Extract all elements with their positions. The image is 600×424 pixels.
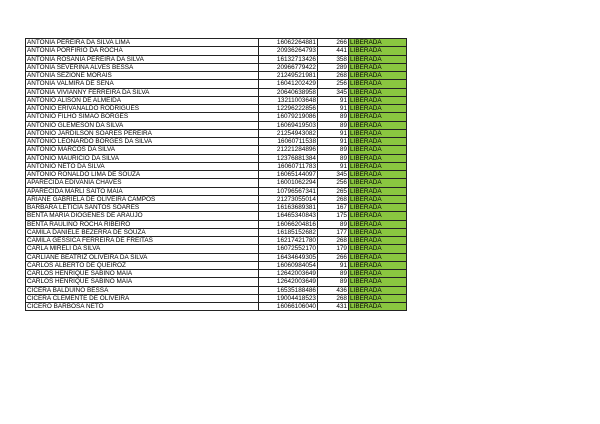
number-cell: 436 xyxy=(318,286,349,294)
id-cell: 21273055014 xyxy=(259,195,318,203)
table-row xyxy=(26,212,407,220)
id-cell: 13211003648 xyxy=(259,96,318,104)
id-cell: 16072552170 xyxy=(259,245,318,253)
name-cell: CICERA CLEMENTE DE OLIVEIRA xyxy=(26,294,259,302)
name-cell: CAMILA DANIELE BEZERRA DE SOUZA xyxy=(26,228,259,236)
id-cell: 16185152682 xyxy=(259,228,318,236)
status-cell: LIBERADA xyxy=(349,146,407,154)
status-cell: LIBERADA xyxy=(349,72,407,80)
table-row xyxy=(26,286,407,294)
table-row xyxy=(26,88,407,96)
id-cell: 21221284896 xyxy=(259,146,318,154)
id-cell: 12376881384 xyxy=(259,154,318,162)
table-row xyxy=(26,187,407,195)
number-cell: 89 xyxy=(318,121,349,129)
table-row xyxy=(26,245,407,253)
status-cell: LIBERADA xyxy=(349,286,407,294)
status-cell: LIBERADA xyxy=(349,294,407,302)
table-row xyxy=(26,113,407,121)
number-cell: 89 xyxy=(318,220,349,228)
name-cell: APARECIDA MARLI SAITO MAIA xyxy=(26,187,259,195)
table-row xyxy=(26,261,407,269)
id-cell: 16465340843 xyxy=(259,212,318,220)
table-row xyxy=(26,55,407,63)
id-cell: 16041202429 xyxy=(259,80,318,88)
table-row xyxy=(26,228,407,236)
number-cell: 289 xyxy=(318,63,349,71)
name-cell: ANTONIA PEREIRA DA SILVA LIMA xyxy=(26,39,259,47)
number-cell: 91 xyxy=(318,138,349,146)
table-row xyxy=(26,220,407,228)
id-cell: 21254943082 xyxy=(259,129,318,137)
number-cell: 268 xyxy=(318,72,349,80)
number-cell: 89 xyxy=(318,270,349,278)
number-cell: 345 xyxy=(318,88,349,96)
name-cell: CAMILA GESSICA FERREIRA DE FREITAS xyxy=(26,237,259,245)
id-cell: 16066106040 xyxy=(259,303,318,311)
name-cell: ANTONIA SEZIONE MORAIS xyxy=(26,72,259,80)
status-cell: LIBERADA xyxy=(349,80,407,88)
name-cell: ANTONIO FILHO SIMAO BORGES xyxy=(26,113,259,121)
status-cell: LIBERADA xyxy=(349,171,407,179)
number-cell: 177 xyxy=(318,228,349,236)
name-cell: CARLIANE BEATRIZ OLIVEIRA DA SILVA xyxy=(26,253,259,261)
table-row xyxy=(26,171,407,179)
id-cell: 16060711538 xyxy=(259,138,318,146)
table-row xyxy=(26,278,407,286)
number-cell: 179 xyxy=(318,245,349,253)
status-cell: LIBERADA xyxy=(349,253,407,261)
id-cell: 16060711783 xyxy=(259,162,318,170)
number-cell: 167 xyxy=(318,204,349,212)
table-row xyxy=(26,96,407,104)
status-cell: LIBERADA xyxy=(349,278,407,286)
id-cell: 16079219086 xyxy=(259,113,318,121)
status-cell: LIBERADA xyxy=(349,187,407,195)
number-cell: 266 xyxy=(318,39,349,47)
table-row xyxy=(26,146,407,154)
name-cell: ANTONIA VALMIRA DE SENA xyxy=(26,80,259,88)
number-cell: 91 xyxy=(318,261,349,269)
name-cell: ANTONIO ALISON DE ALMEIDA xyxy=(26,96,259,104)
name-cell: BENTA MARIA DIOGENES DE ARAUJO xyxy=(26,212,259,220)
status-cell: LIBERADA xyxy=(349,220,407,228)
table-row xyxy=(26,303,407,311)
name-cell: CICERO BARBOSA NETO xyxy=(26,303,259,311)
name-cell: CARLOS ALBERTO DE QUEIROZ xyxy=(26,261,259,269)
name-cell: ANTONIO LEONARDO BORGES DA SILVA xyxy=(26,138,259,146)
table-row xyxy=(26,129,407,137)
name-cell: ANTONIO GLEMESON DA SILVA xyxy=(26,121,259,129)
table-row xyxy=(26,121,407,129)
number-cell: 265 xyxy=(318,187,349,195)
status-cell: LIBERADA xyxy=(349,204,407,212)
number-cell: 358 xyxy=(318,55,349,63)
status-cell: LIBERADA xyxy=(349,179,407,187)
table-row xyxy=(26,179,407,187)
number-cell: 91 xyxy=(318,129,349,137)
number-cell: 256 xyxy=(318,179,349,187)
status-cell: LIBERADA xyxy=(349,55,407,63)
name-cell: BARBARA LETICIA SANTOS SOARES xyxy=(26,204,259,212)
id-cell: 20936264793 xyxy=(259,47,318,55)
status-cell: LIBERADA xyxy=(349,105,407,113)
status-cell: LIBERADA xyxy=(349,121,407,129)
number-cell: 431 xyxy=(318,303,349,311)
id-cell: 16535188486 xyxy=(259,286,318,294)
number-cell: 268 xyxy=(318,237,349,245)
name-cell: ANTONIA SEVERINA ALVES BESSA xyxy=(26,63,259,71)
number-cell: 268 xyxy=(318,195,349,203)
number-cell: 266 xyxy=(318,253,349,261)
number-cell: 91 xyxy=(318,105,349,113)
number-cell: 89 xyxy=(318,113,349,121)
id-cell: 16062264881 xyxy=(259,39,318,47)
name-cell: CARLOS HENRIQUE SABINO MAIA xyxy=(26,270,259,278)
id-cell: 12642003649 xyxy=(259,270,318,278)
table-row xyxy=(26,39,407,47)
name-cell: ANTONIO MARCOS DA SILVA xyxy=(26,146,259,154)
id-cell: 16069419503 xyxy=(259,121,318,129)
table-row xyxy=(26,47,407,55)
number-cell: 268 xyxy=(318,294,349,302)
name-cell: ANTONIO NETO DA SILVA xyxy=(26,162,259,170)
table-row xyxy=(26,294,407,302)
status-cell: LIBERADA xyxy=(349,39,407,47)
id-cell: 10796567341 xyxy=(259,187,318,195)
status-cell: LIBERADA xyxy=(349,270,407,278)
name-cell: ANTONIO JARDILSON SOARES PEREIRA xyxy=(26,129,259,137)
number-cell: 91 xyxy=(318,96,349,104)
number-cell: 89 xyxy=(318,154,349,162)
table-row xyxy=(26,154,407,162)
status-cell: LIBERADA xyxy=(349,113,407,121)
status-cell: LIBERADA xyxy=(349,228,407,236)
status-cell: LIBERADA xyxy=(349,96,407,104)
name-cell: CICERA BALDUINO BESSA xyxy=(26,286,259,294)
name-cell: ANTONIO ERIVANALDO RODRIGUES xyxy=(26,105,259,113)
table-row xyxy=(26,237,407,245)
status-cell: LIBERADA xyxy=(349,154,407,162)
name-cell: ANTONIO MAURICIO DA SILVA xyxy=(26,154,259,162)
name-cell: ANTONIO RONALDO LIMA DE SOUZA xyxy=(26,171,259,179)
name-cell: ARIANE GABRIELA DE OLIVEIRA CAMPOS xyxy=(26,195,259,203)
name-cell: CARLA MIRELI DA SILVA xyxy=(26,245,259,253)
number-cell: 345 xyxy=(318,171,349,179)
number-cell: 256 xyxy=(318,80,349,88)
id-cell: 16434649305 xyxy=(259,253,318,261)
name-cell: APARECIDA EDIVANIA CHAVES xyxy=(26,179,259,187)
status-cell: LIBERADA xyxy=(349,303,407,311)
table-row xyxy=(26,138,407,146)
name-cell: ANTONIA PORFIRIO DA ROCHA xyxy=(26,47,259,55)
status-cell: LIBERADA xyxy=(349,261,407,269)
table-row xyxy=(26,195,407,203)
table-body xyxy=(26,39,407,311)
name-cell: ANTONIA VIVIANNY FERREIRA DA SILVA xyxy=(26,88,259,96)
table-row xyxy=(26,162,407,170)
status-cell: LIBERADA xyxy=(349,88,407,96)
number-cell: 89 xyxy=(318,146,349,154)
id-cell: 16001062294 xyxy=(259,179,318,187)
table-row xyxy=(26,253,407,261)
number-cell: 89 xyxy=(318,278,349,286)
table-row xyxy=(26,80,407,88)
status-cell: LIBERADA xyxy=(349,63,407,71)
number-cell: 91 xyxy=(318,162,349,170)
status-cell: LIBERADA xyxy=(349,245,407,253)
id-cell: 20640638958 xyxy=(259,88,318,96)
name-cell: CARLOS HENRIQUE SABINO MAIA xyxy=(26,278,259,286)
table-row xyxy=(26,204,407,212)
data-table xyxy=(25,38,407,311)
name-cell: BENTA RAULINO ROCHA RIBEIRO xyxy=(26,220,259,228)
id-cell: 16060984054 xyxy=(259,261,318,269)
id-cell: 16066204816 xyxy=(259,220,318,228)
id-cell: 19004418523 xyxy=(259,294,318,302)
id-cell: 12296222856 xyxy=(259,105,318,113)
status-cell: LIBERADA xyxy=(349,212,407,220)
table-row xyxy=(26,72,407,80)
status-cell: LIBERADA xyxy=(349,138,407,146)
status-cell: LIBERADA xyxy=(349,47,407,55)
table-row xyxy=(26,63,407,71)
id-cell: 16217421780 xyxy=(259,237,318,245)
status-cell: LIBERADA xyxy=(349,129,407,137)
number-cell: 175 xyxy=(318,212,349,220)
status-cell: LIBERADA xyxy=(349,195,407,203)
table-row xyxy=(26,270,407,278)
id-cell: 20966779422 xyxy=(259,63,318,71)
id-cell: 12642003649 xyxy=(259,278,318,286)
id-cell: 16065144097 xyxy=(259,171,318,179)
number-cell: 441 xyxy=(318,47,349,55)
id-cell: 16163689381 xyxy=(259,204,318,212)
id-cell: 21249521981 xyxy=(259,72,318,80)
status-cell: LIBERADA xyxy=(349,162,407,170)
table-row xyxy=(26,105,407,113)
id-cell: 16132713426 xyxy=(259,55,318,63)
status-cell: LIBERADA xyxy=(349,237,407,245)
name-cell: ANTONIA ROSANIA PEREIRA DA SILVA xyxy=(26,55,259,63)
